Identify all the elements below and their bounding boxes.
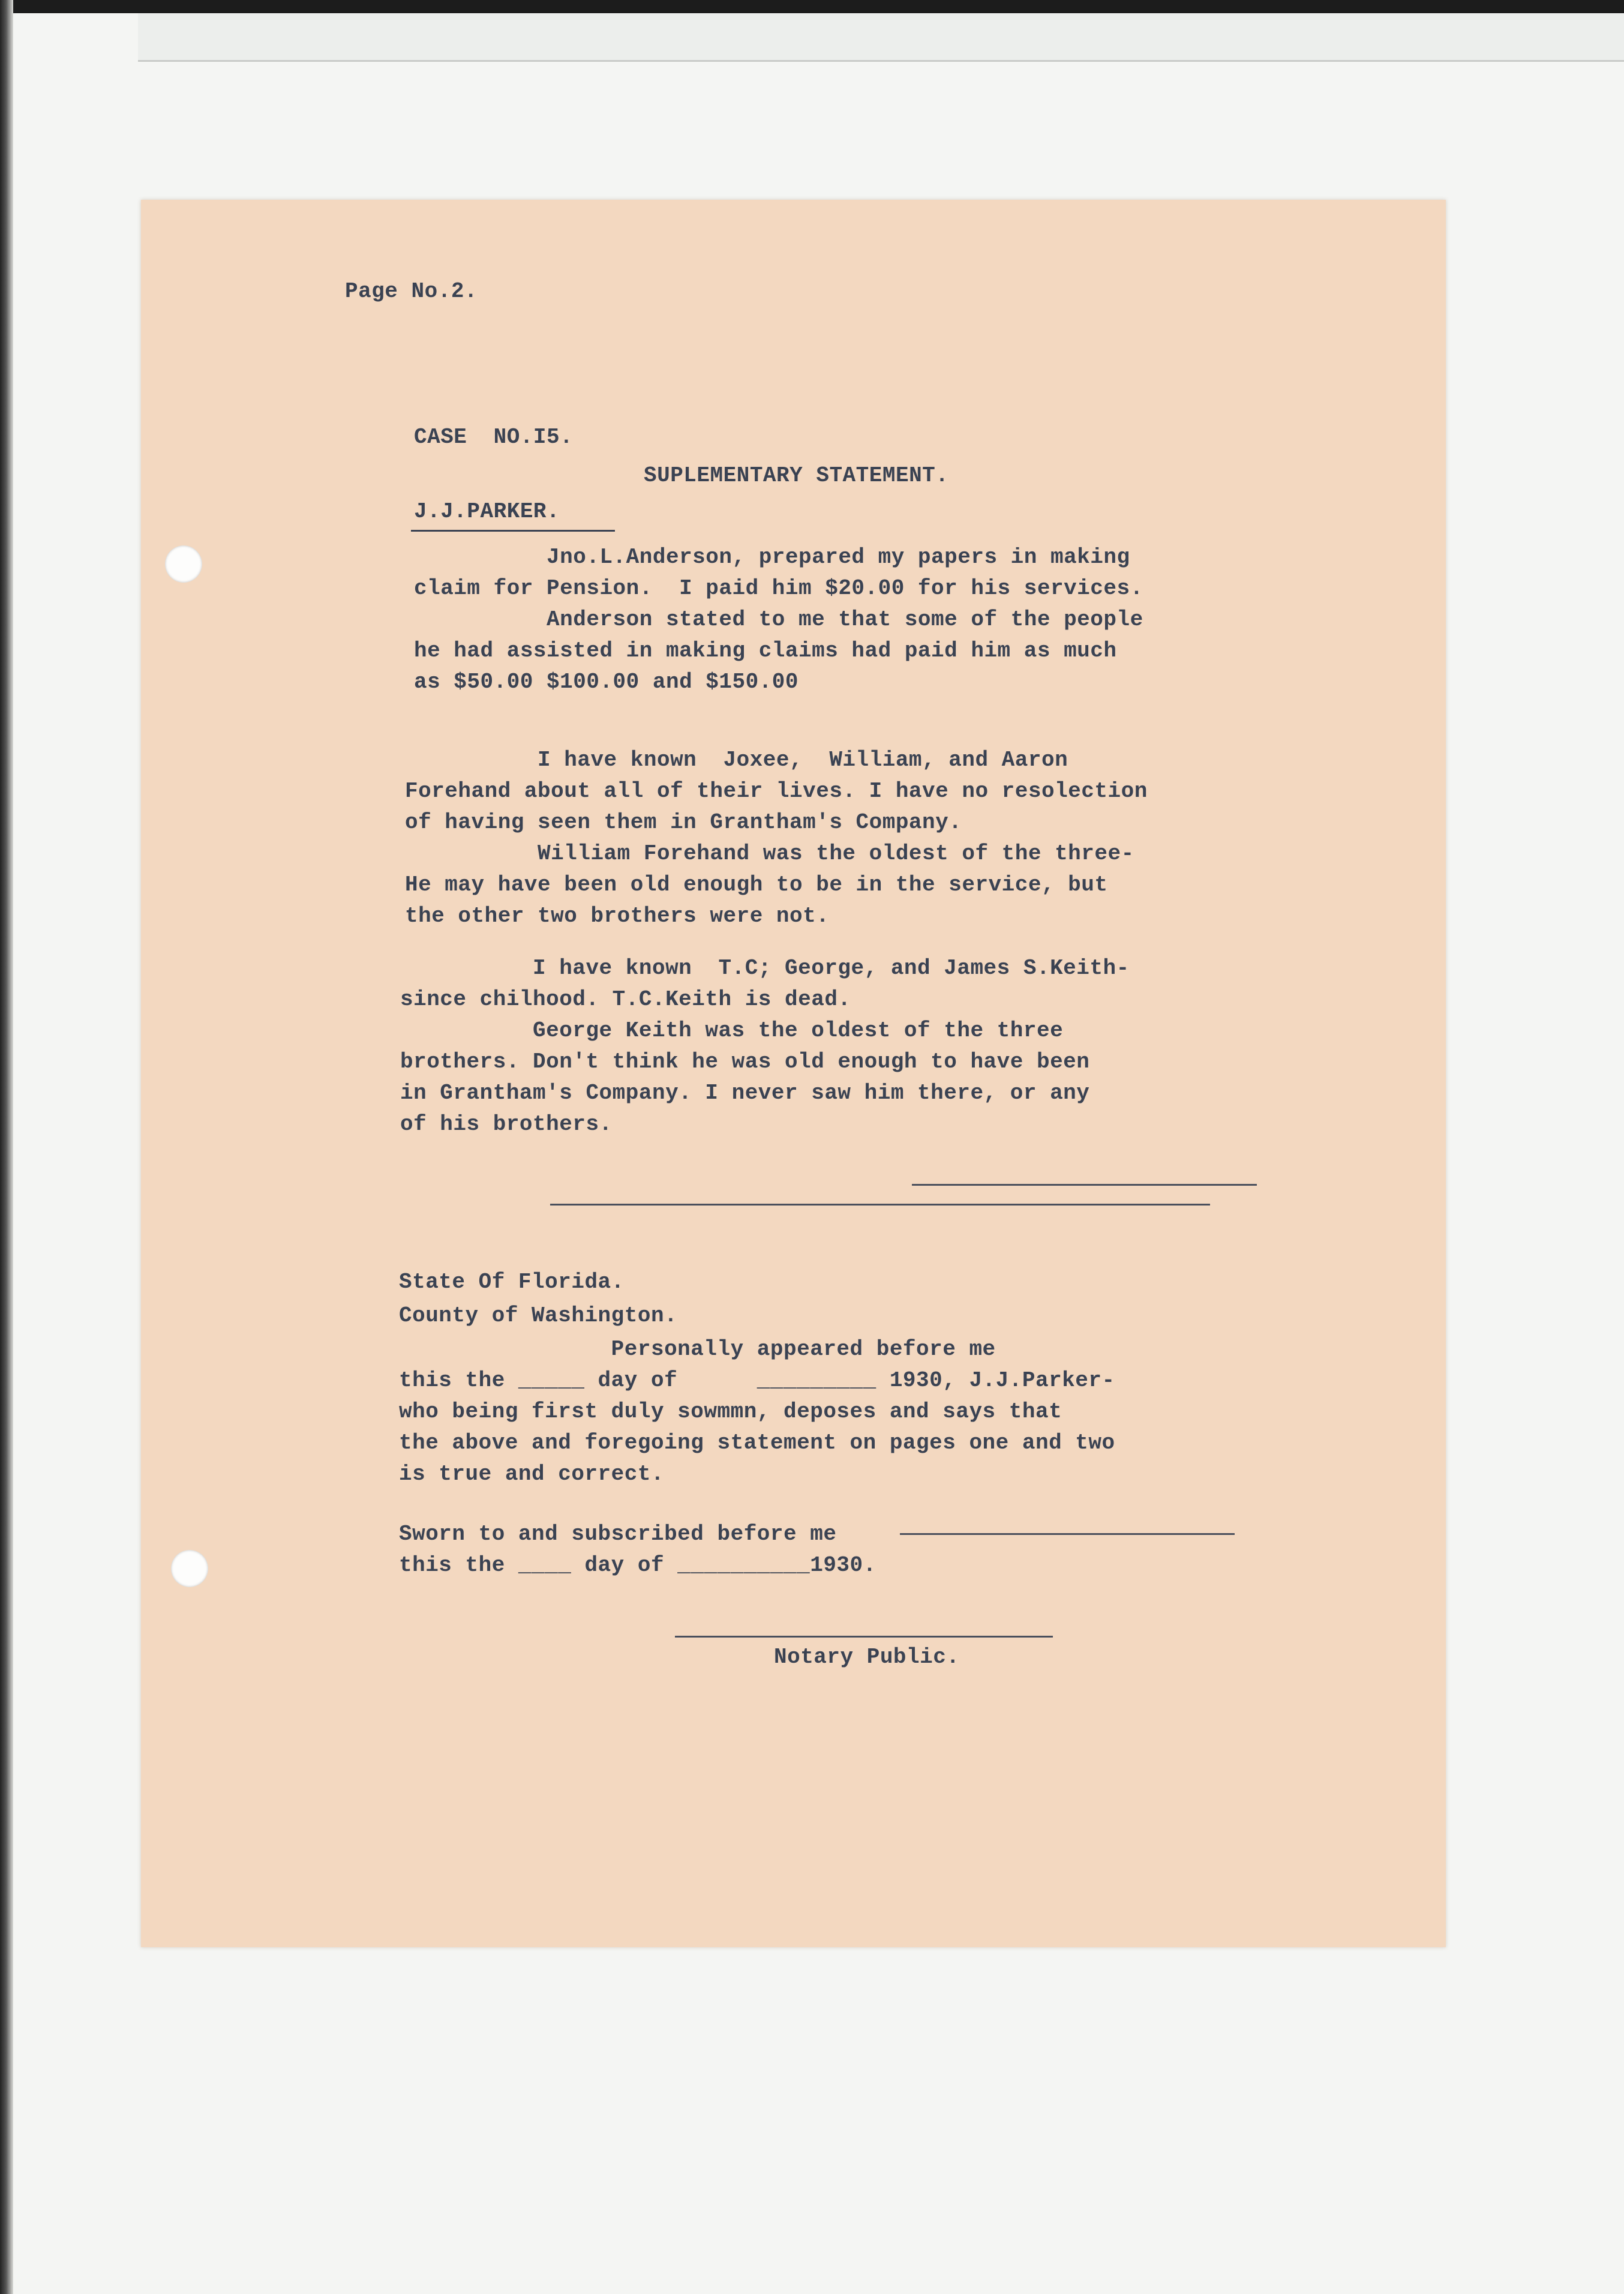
paragraph-keith: I have known T.C; George, and James S.Keith- since chilhood. T.C.Keith is dead. George Keith was the oldest of the three brothers. Don't think he was old enough to have been in Grantham's Company. I never saw him there, or any of his brothers. xyxy=(400,956,1130,1136)
signature-line-right xyxy=(912,1184,1257,1186)
paragraph-anderson: Jno.L.Anderson, prepared my papers in making claim for Pension. I paid him $20.00 for his services. Anderson stated to me that some of the people he had assisted in making claims had paid him as much as $50.00 $100.00 and $150.00 xyxy=(414,545,1143,694)
state-line: State Of Florida. xyxy=(399,1270,625,1294)
divider-line xyxy=(550,1204,1210,1206)
page-number: Page No.2. xyxy=(345,279,478,304)
affiant-name-underline xyxy=(411,530,615,532)
scan-edge-left xyxy=(0,0,13,2294)
case-number: CASE NO.I5. xyxy=(414,425,574,449)
affiant-signature-line xyxy=(900,1533,1235,1535)
notary-signature-line xyxy=(675,1636,1053,1638)
jurat-paragraph: Personally appeared before me this the _____ day of _________ 1930, J.J.Parker- who being first duly sowmmn, deposes and says that the above and foregoing statement on pages one and two is true and correct. xyxy=(399,1337,1115,1486)
affiant-name: J.J.PARKER. xyxy=(414,499,560,524)
county-line: County of Washington. xyxy=(399,1303,678,1328)
statement-heading: SUPLEMENTARY STATEMENT. xyxy=(644,463,949,488)
notary-label: Notary Public. xyxy=(774,1645,960,1669)
paragraph-forehand: I have known Joxee, William, and Aaron Forehand about all of their lives. I have no resolection of having seen them in Grantham's Company. William Forehand was the oldest of the three- He may have been old enough to be in the service, but the other two brothers were not. xyxy=(405,748,1148,928)
sworn-clause: Sworn to and subscribed before me this the ____ day of __________1930. xyxy=(399,1522,876,1578)
punch-hole-lower xyxy=(171,1550,208,1587)
document-page xyxy=(141,200,1446,1947)
backing-sheet-strip xyxy=(138,13,1624,62)
scan-edge-top xyxy=(0,0,1624,13)
punch-hole-upper xyxy=(165,545,202,583)
